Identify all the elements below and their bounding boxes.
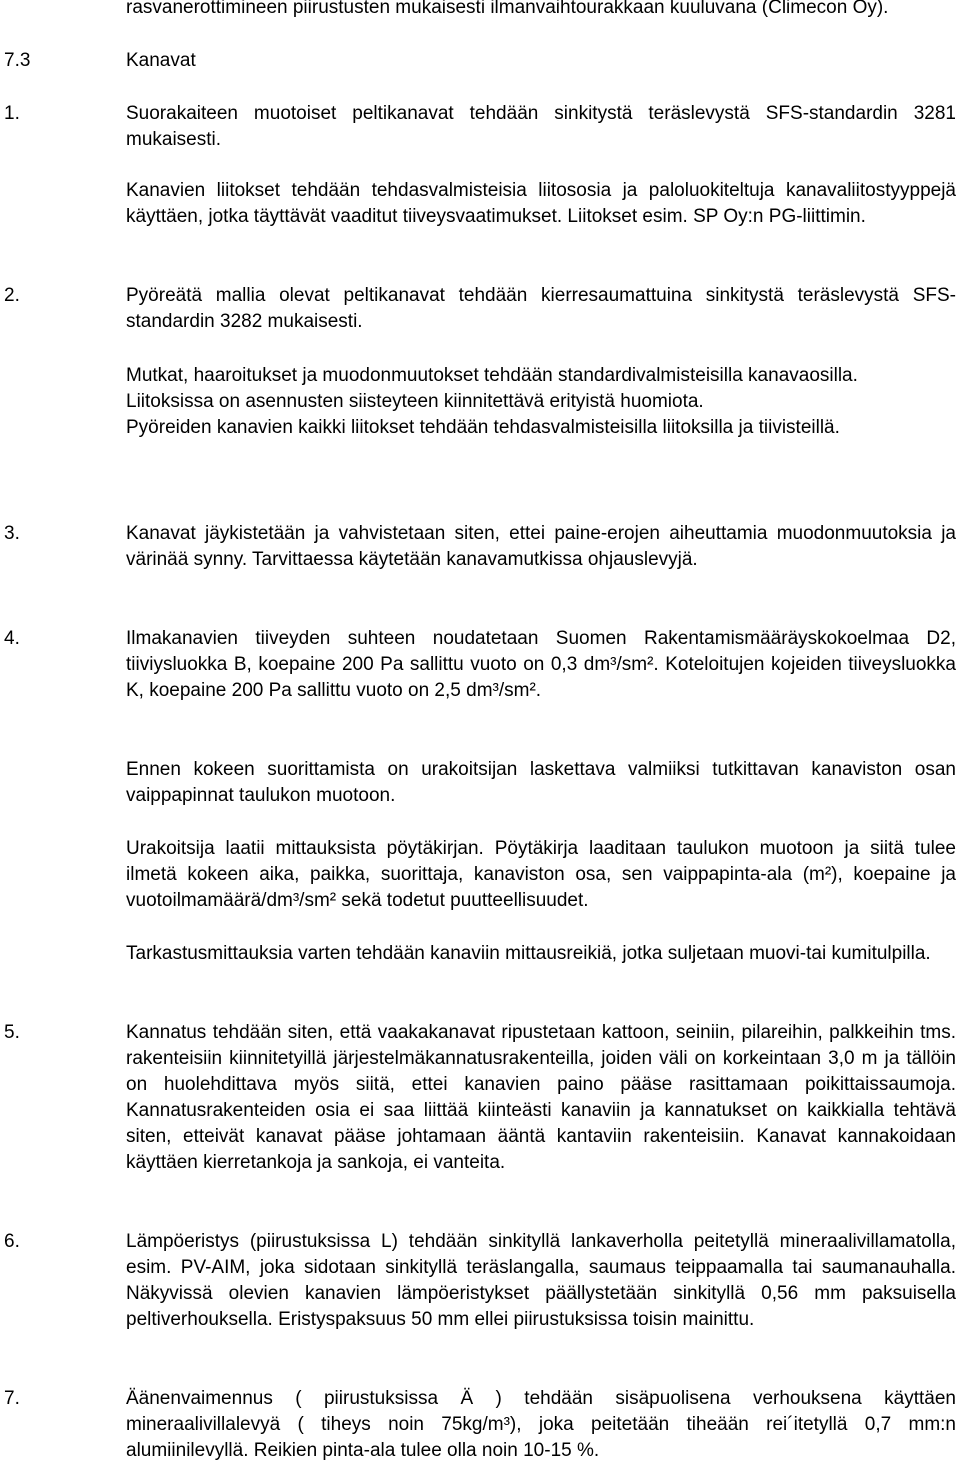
- item-number: 6.: [4, 1231, 20, 1252]
- item-number: 3.: [4, 523, 20, 544]
- item-number: 4.: [4, 628, 20, 649]
- section-number: 7.3: [4, 50, 31, 71]
- item-paragraph: Suorakaiteen muotoiset peltikanavat tehdään sinkitystä teräslevystä SFS-standardin 3281 mukaisesti.: [126, 103, 956, 150]
- item-paragraph: Urakoitsija laatii mittauksista pöytäkirjan. Pöytäkirja laaditaan taulukon muotoon ja siitä tulee ilmetä kokeen aika, paikka, suorittaja, kanaviston osa, sen vaippapinta-ala (m²), koepaine ja vuotoilmamäärä/dm³/sm² sekä todetut puutteellisuudet.: [126, 838, 956, 911]
- item-paragraph: Mutkat, haaroitukset ja muodonmuutokset tehdään standardivalmisteisilla kanavaosilla.: [126, 365, 858, 386]
- item-paragraph: Tarkastusmittauksia varten tehdään kanaviin mittausreikiä, jotka suljetaan muovi-tai kumitulpilla.: [126, 943, 931, 964]
- item-paragraph: Pyöreätä mallia olevat peltikanavat tehdään kierresaumattuina sinkitystä teräslevystä SFS-standardin 3282 mukaisesti.: [126, 285, 956, 332]
- item-number: 2.: [4, 285, 20, 306]
- item-number: 5.: [4, 1022, 20, 1043]
- item-paragraph: Kanavien liitokset tehdään tehdasvalmisteisia liitososia ja paloluokiteltuja kanavaliitostyyppejä käyttäen, jotka täyttävät vaaditut tiiveysvaatimukset. Liitokset esim. SP Oy:n PG-liittimin.: [126, 180, 956, 227]
- item-paragraph: Pyöreiden kanavien kaikki liitokset tehdään tehdasvalmisteisilla liitoksilla ja tiivisteillä.: [126, 417, 840, 438]
- item-paragraph: Ilmakanavien tiiveyden suhteen noudatetaan Suomen Rakentamismääräyskokoelmaa D2, tiiviysluokka B, koepaine 200 Pa sallittu vuoto on 0,3 dm³/sm². Koteloitujen kojeiden tiiveysluokka K, koepaine 200 Pa sallittu vuoto on 2,5 dm³/sm².: [126, 628, 956, 701]
- item-paragraph: Ennen kokeen suorittamista on urakoitsijan laskettava valmiiksi tutkittavan kanaviston osan vaippapinnat taulukon muotoon.: [126, 759, 956, 806]
- item-number: 7.: [4, 1388, 20, 1409]
- item-paragraph: Kannatus tehdään siten, että vaakakanavat ripustetaan kattoon, seiniin, pilareihin, palkkeihin tms. rakenteisiin kiinnitetyillä järjestelmäkannatusrakenteilla, joiden väli on korkeintaan 3,0 m ja tällöin on huolehdittava myös siitä, ettei kanavien paino pääse rasittamaan poikittaissaumoja. Kannatusrakenteiden osia ei saa liittää kiinteästi kanaviin ja kannatukset on kaikkialla tehtävä siten, etteivät kanavat pääse johtamaan ääntä kantaviin rakenteisiin. Kanavat kannakoidaan käyttäen kierretankoja ja sankoja, ei vanteita.: [126, 1022, 956, 1173]
- section-title: Kanavat: [126, 50, 196, 71]
- item-paragraph: Kanavat jäykistetään ja vahvistetaan siten, ettei paine-erojen aiheuttamia muodonmuutoksia ja värinää synny. Tarvittaessa käytetään kanavamutkissa ohjauslevyjä.: [126, 523, 956, 570]
- item-paragraph: Äänenvaimennus ( piirustuksissa Ä ) tehdään sisäpuolisena verhouksena käyttäen mineraalivillalevyä ( tiheys noin 75kg/m³), joka peitetään tiheään rei´itetyllä 0,7 mm:n alumiinilevyllä. Reikien pinta-ala tulee olla noin 10-15 %.: [126, 1388, 956, 1461]
- item-number: 1.: [4, 103, 20, 124]
- intro-paragraph: rasvanerottimineen piirustusten mukaisesti ilmanvaihtourakkaan kuuluvana (Climecon Oy).: [126, 0, 889, 18]
- item-paragraph: Liitoksissa on asennusten siisteyteen kiinnitettävä erityistä huomiota.: [126, 391, 704, 412]
- item-paragraph: Lämpöeristys (piirustuksissa L) tehdään sinkityllä lankaverholla peitetyllä mineraalivillamatolla, esim. PV-AIM, joka sidotaan sinkityllä teräslangalla, saumaus teippaamalla tai saumanauhalla. Näkyvissä olevien kanavien lämpöeristykset päällystetään sinkityllä 0,56 mm paksuisella peltiverhouksella. Eristyspaksuus 50 mm ellei piirustuksissa toisin mainittu.: [126, 1231, 956, 1330]
